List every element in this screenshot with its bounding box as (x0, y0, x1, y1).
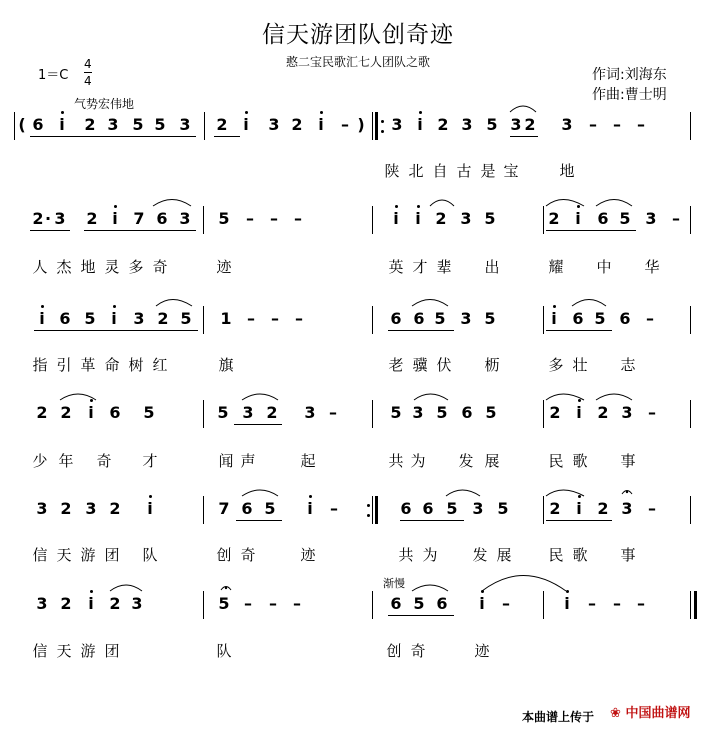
note: – (295, 309, 303, 328)
note: 2 (32, 209, 44, 228)
lyric: 出 (484, 258, 500, 276)
lyric: 引 (56, 356, 72, 374)
lyric: 队 (216, 642, 232, 660)
lyric: 英 (388, 258, 404, 276)
note: 3 (304, 403, 316, 422)
slur (546, 490, 584, 496)
slur (242, 394, 278, 400)
note: 6 (32, 115, 44, 134)
note: 5 (497, 499, 509, 518)
note: 5 (154, 115, 166, 134)
note: 3 (460, 309, 472, 328)
lyric: 灵 (104, 258, 120, 276)
note: 3 (561, 115, 573, 134)
note: 5 (143, 403, 155, 422)
lyric: 壮 (572, 356, 588, 374)
slur (156, 300, 192, 307)
lyric: 信 (32, 546, 48, 564)
lyric: 天 (56, 642, 72, 660)
slur (110, 585, 142, 591)
lyric: 人 (32, 258, 48, 276)
time-numerator: 4 (84, 57, 92, 71)
note: 5 (217, 403, 229, 422)
logo-swirl-icon: ❀ (610, 706, 621, 721)
note: 3 (621, 499, 633, 518)
note: – (247, 309, 255, 328)
lyric: 团 (104, 642, 120, 660)
lyric: 耀 (548, 258, 564, 276)
note: 3 (472, 499, 484, 518)
note: i (88, 594, 94, 613)
note: 2 (597, 403, 609, 422)
note: 5 (413, 594, 425, 613)
lyric: 地 (559, 162, 575, 180)
lyric: 才 (412, 258, 428, 276)
note: 7 (218, 499, 230, 518)
note: 2 (109, 594, 121, 613)
note: 2 (549, 403, 561, 422)
note: 2 (291, 115, 303, 134)
note: 3 (36, 594, 48, 613)
note: 6 (156, 209, 168, 228)
lyric: 为 (422, 546, 438, 564)
note: i (393, 209, 399, 228)
note: 5 (218, 209, 230, 228)
lyric: 起 (300, 452, 316, 470)
note: 3 (391, 115, 403, 134)
lyric: 事 (620, 546, 636, 564)
lyric: 枥 (484, 356, 500, 374)
note: 6 (241, 499, 253, 518)
note: 6 (400, 499, 412, 518)
note: 6 (619, 309, 631, 328)
note: 3 (179, 115, 191, 134)
lyric: 红 (152, 356, 168, 374)
lyric: 迹 (474, 642, 490, 660)
note: 3 (85, 499, 97, 518)
lyric: 地 (80, 258, 96, 276)
note: 7 (133, 209, 145, 228)
note: – (244, 594, 252, 613)
note: 2 (84, 115, 96, 134)
lyric: 陕 (384, 162, 400, 180)
lyric: 华 (644, 258, 660, 276)
note: 6 (390, 309, 402, 328)
note: 2 (435, 209, 447, 228)
lyric: 民 (548, 546, 564, 564)
note: i (415, 209, 421, 228)
slur (546, 200, 584, 207)
lyric: 旗 (218, 356, 234, 374)
lyric: 奇 (410, 642, 426, 660)
lyric: 树 (128, 356, 144, 374)
slur (596, 394, 632, 400)
site-name: 中国曲谱网 (625, 706, 691, 721)
note: i (417, 115, 423, 134)
slur (412, 585, 448, 591)
note: i (575, 209, 581, 228)
note: 3 (268, 115, 280, 134)
note: 6 (390, 594, 402, 613)
note: 5 (594, 309, 606, 328)
lyric: 发 (472, 546, 488, 564)
lyric: 多 (548, 356, 564, 374)
slur (510, 106, 536, 112)
note: 6 (59, 309, 71, 328)
note: 3 (460, 209, 472, 228)
note: 3 (54, 209, 66, 228)
note: 5 (446, 499, 458, 518)
note: 3 (621, 403, 633, 422)
note: 6 (436, 594, 448, 613)
key-signature: 1＝C (38, 68, 69, 83)
lyric: 指 (32, 356, 48, 374)
ritardando-marking: 渐慢 (383, 577, 405, 590)
note: i (243, 115, 249, 134)
note: 6 (597, 209, 609, 228)
lyric: 队 (142, 546, 158, 564)
lyric: 伏 (436, 356, 452, 374)
note: – (246, 209, 254, 228)
note: – (294, 209, 302, 228)
slur (446, 490, 480, 496)
lyric: 事 (620, 452, 636, 470)
note: 3 (131, 594, 143, 613)
lyric: 闻 (218, 452, 234, 470)
note: – (613, 594, 621, 613)
note: i (112, 209, 118, 228)
note: 2 (524, 115, 536, 134)
note: i (307, 499, 313, 518)
lyric: 团 (104, 546, 120, 564)
lyric: 中 (596, 258, 612, 276)
note: 5 (619, 209, 631, 228)
note: 2 (548, 209, 560, 228)
note: – (269, 594, 277, 613)
note: 2 (266, 403, 278, 422)
note: 5 (436, 403, 448, 422)
slur (596, 200, 632, 207)
lyric: 天 (56, 546, 72, 564)
note: – (648, 499, 656, 518)
slur (482, 576, 566, 592)
note: ( (18, 115, 26, 134)
lyric: 迹 (216, 258, 232, 276)
composer-credit: 作曲:曹士明 (592, 87, 667, 103)
lyric: 骥 (412, 356, 428, 374)
slur (572, 300, 606, 307)
note: i (564, 594, 570, 613)
note: 2 (60, 594, 72, 613)
lyric: 声 (240, 452, 256, 470)
note: 5 (484, 309, 496, 328)
note: – (646, 309, 654, 328)
note: 3 (107, 115, 119, 134)
note: 3 (242, 403, 254, 422)
note: 2 (597, 499, 609, 518)
lyric: 自 (432, 162, 448, 180)
lyric: 民 (548, 452, 564, 470)
note: i (479, 594, 485, 613)
note: – (341, 115, 349, 134)
note: 3 (461, 115, 473, 134)
lyric: 年 (58, 452, 74, 470)
slur (60, 394, 96, 400)
note: 6 (413, 309, 425, 328)
slur (412, 300, 448, 307)
note: 2 (36, 403, 48, 422)
note: i (59, 115, 65, 134)
note: 5 (132, 115, 144, 134)
time-denominator: 4 (84, 74, 92, 88)
lyric: 共 (388, 452, 404, 470)
lyric: 才 (142, 452, 158, 470)
lyric: 宝 (503, 162, 519, 180)
note: 5 (218, 594, 230, 613)
subtitle: 憨二宝民歌汇七人团队之歌 (285, 55, 430, 69)
note: 2 (60, 403, 72, 422)
note: 3 (133, 309, 145, 328)
lyric: 迹 (300, 546, 316, 564)
lyric: 创 (386, 642, 402, 660)
lyric: 革 (80, 356, 96, 374)
note: 5 (485, 403, 497, 422)
lyric: 展 (484, 452, 500, 470)
lyric: 歌 (572, 452, 588, 470)
note: 5 (264, 499, 276, 518)
page-title: 信天游团队创奇迹 (262, 22, 454, 48)
note: 2 (216, 115, 228, 134)
slur (414, 394, 448, 400)
lyric: 奇 (240, 546, 256, 564)
note: 2 (157, 309, 169, 328)
note: 3 (645, 209, 657, 228)
note: – (648, 403, 656, 422)
note: 3 (510, 115, 522, 134)
note: – (293, 594, 301, 613)
lyric: 为 (410, 452, 426, 470)
note: 2 (109, 499, 121, 518)
lyric: 北 (408, 162, 424, 180)
lyric: 展 (496, 546, 512, 564)
note: 2 (86, 209, 98, 228)
lyric: 老 (388, 356, 404, 374)
note: i (318, 115, 324, 134)
slur (153, 200, 191, 207)
note: – (637, 115, 645, 134)
note: – (270, 209, 278, 228)
lyric: 是 (480, 162, 496, 180)
site-logo[interactable] (610, 702, 690, 721)
lyric: 杰 (56, 258, 72, 276)
note: i (576, 403, 582, 422)
note: – (330, 499, 338, 518)
note: – (329, 403, 337, 422)
note: 3 (36, 499, 48, 518)
lyric: 游 (80, 642, 96, 660)
lyric: 信 (32, 642, 48, 660)
tempo-marking: 气势宏伟地 (74, 97, 135, 111)
lyric: 歌 (572, 546, 588, 564)
note: i (147, 499, 153, 518)
slur (242, 490, 278, 496)
note: 5 (434, 309, 446, 328)
note: ) (357, 115, 365, 134)
note: – (613, 115, 621, 134)
note: 1 (220, 309, 232, 328)
lyric: 发 (458, 452, 474, 470)
lyric: 多 (128, 258, 144, 276)
note: – (588, 594, 596, 613)
note: 2 (60, 499, 72, 518)
note: i (111, 309, 117, 328)
lyric: 少 (32, 452, 48, 470)
note: 2 (437, 115, 449, 134)
note: · (44, 209, 52, 228)
slur (546, 394, 584, 400)
note: 6 (109, 403, 121, 422)
lyric: 创 (216, 546, 232, 564)
note: 5 (180, 309, 192, 328)
note: i (88, 403, 94, 422)
lyric: 奇 (96, 452, 112, 470)
note: 2 (549, 499, 561, 518)
slur (430, 200, 454, 206)
note: – (589, 115, 597, 134)
footer-upload-label: 本曲谱上传于 (522, 710, 595, 724)
lyric: 奇 (152, 258, 168, 276)
note: – (637, 594, 645, 613)
lyric: 命 (104, 356, 120, 374)
note: 5 (484, 209, 496, 228)
note: 3 (412, 403, 424, 422)
note: – (672, 209, 680, 228)
note: i (551, 309, 557, 328)
note: 3 (179, 209, 191, 228)
lyric: 游 (80, 546, 96, 564)
note: i (576, 499, 582, 518)
lyric: 志 (620, 356, 636, 374)
note: 5 (486, 115, 498, 134)
note: i (39, 309, 45, 328)
note: 6 (461, 403, 473, 422)
note: – (271, 309, 279, 328)
note: 6 (422, 499, 434, 518)
lyric: 古 (456, 162, 472, 180)
note: 6 (572, 309, 584, 328)
note: 5 (84, 309, 96, 328)
lyric: 共 (398, 546, 414, 564)
note: – (502, 594, 510, 613)
lyric: 辈 (436, 258, 452, 276)
lyricist-credit: 作词:刘海东 (592, 67, 667, 83)
note: 5 (390, 403, 402, 422)
